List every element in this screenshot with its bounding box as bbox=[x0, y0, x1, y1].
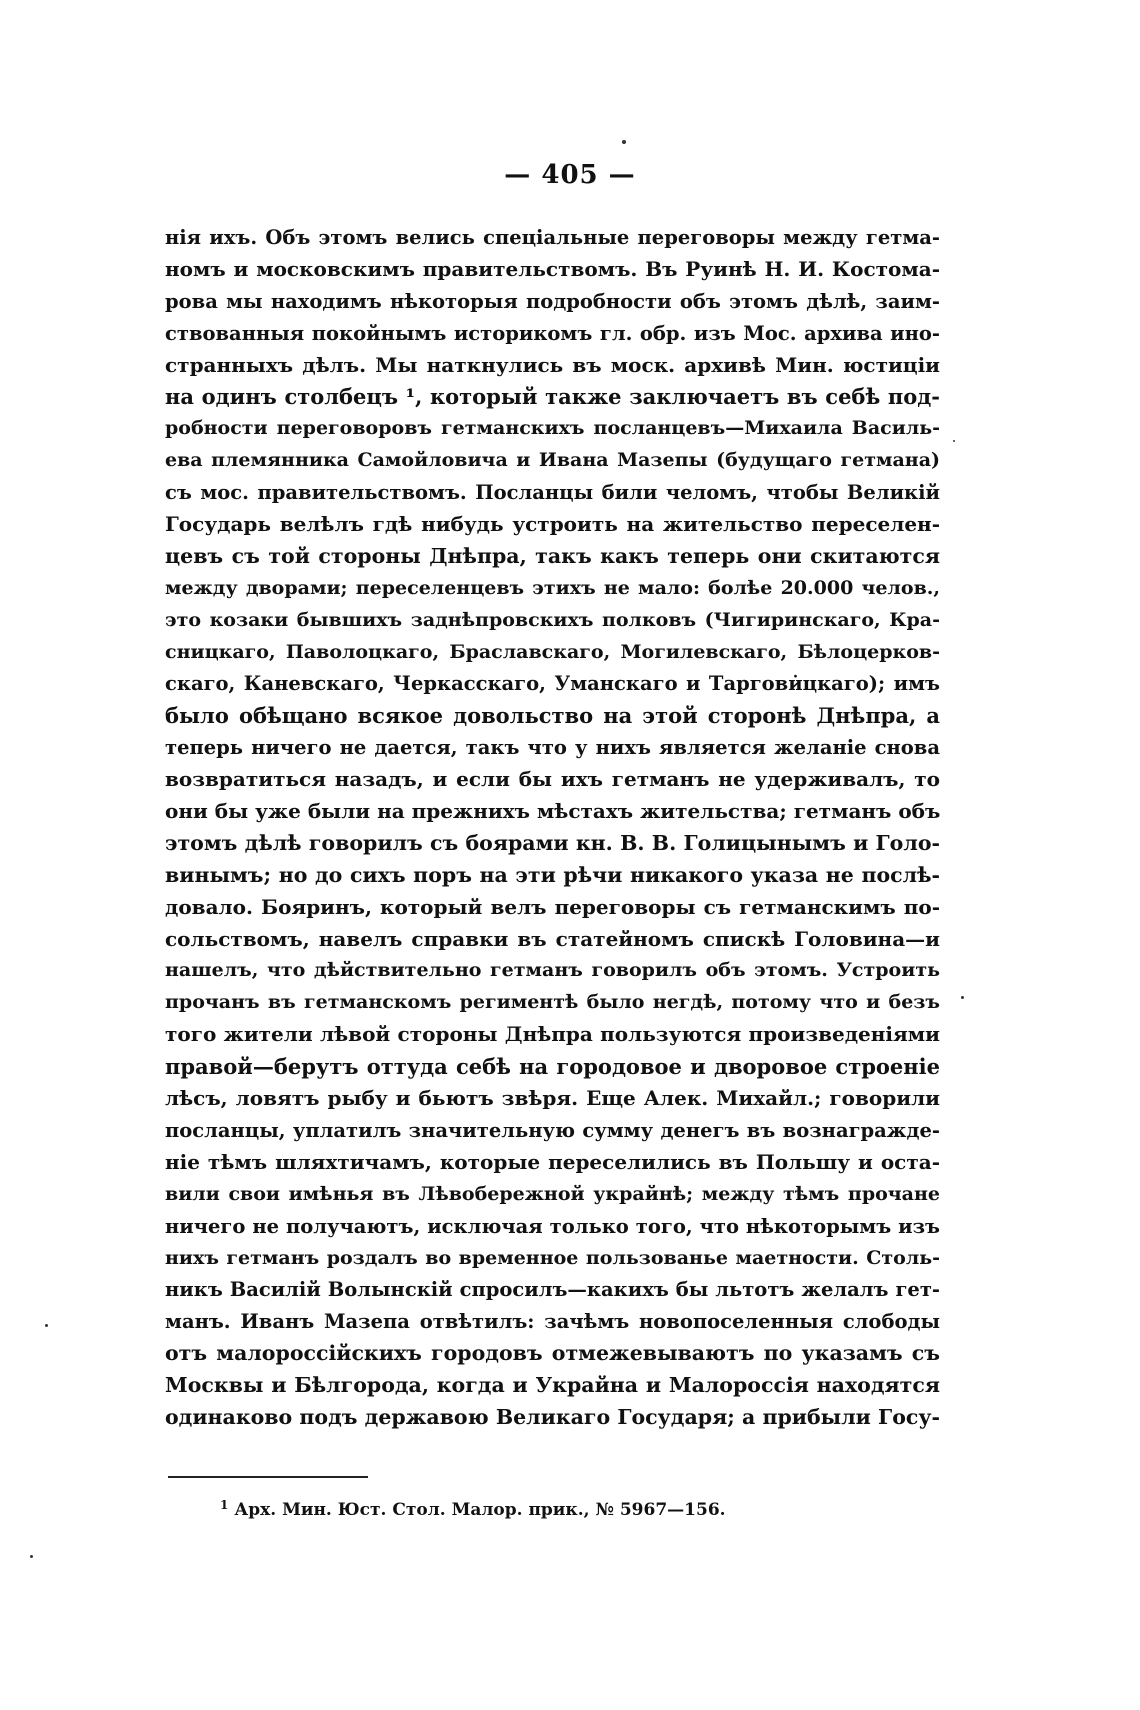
text-line: рова мы находимъ нѣкоторыя подробности объ этомъ дѣлѣ, заим- bbox=[165, 289, 940, 313]
text-line: того жители лѣвой стороны Днѣпра пользуются произведеніями bbox=[165, 1022, 940, 1047]
text-line: правой—берутъ оттуда себѣ на городовое и дворовое строеніе bbox=[165, 1054, 940, 1080]
text-line: сольствомъ, навелъ справки въ статейномъ спискѣ Головина—и bbox=[165, 926, 940, 951]
text-line: прочанъ въ гетманскомъ региментѣ было негдѣ, потому что и безъ bbox=[165, 991, 940, 1014]
text-line: на одинъ столбецъ ¹, который также заключаетъ въ себѣ под- bbox=[165, 384, 940, 410]
text-line: возвратиться назадъ, и если бы ихъ гетманъ не удерживалъ, то bbox=[165, 767, 940, 792]
text-line: робности переговоровъ гетманскихъ посланцевъ—Михаила Василь- bbox=[165, 417, 940, 440]
text-line: довало. Бояринъ, который велъ переговоры съ гетманскимъ по- bbox=[165, 894, 940, 919]
ink-speck bbox=[953, 440, 955, 442]
text-line: номъ и московскимъ правительствомъ. Въ Руинѣ Н. И. Костома- bbox=[165, 256, 940, 281]
text-line: они бы уже были на прежнихъ мѣстахъ жительства; гетманъ объ bbox=[165, 799, 940, 824]
text-line: одинаково подъ державою Великаго Государя; а прибыли Госу- bbox=[165, 1404, 940, 1429]
ink-speck bbox=[961, 996, 964, 999]
text-line: Москвы и Бѣлгорода, когда и Украйна и Малороссія находятся bbox=[165, 1373, 940, 1398]
text-line: нашелъ, что дѣйствительно гетманъ говорилъ объ этомъ. Устроить bbox=[165, 959, 940, 982]
text-line: отъ малороссійскихъ городовъ отмежевываютъ по указамъ съ bbox=[165, 1341, 940, 1366]
text-line: посланцы, уплатилъ значительную сумму денегъ въ вознагражде- bbox=[165, 1118, 940, 1142]
text-line: сницкаго, Паволоцкаго, Браславскаго, Могилевскаго, Бѣлоцерков- bbox=[165, 640, 940, 663]
text-line: вили свои имѣнья въ Лѣвобережной украйнѣ; между тѣмъ прочане bbox=[165, 1182, 940, 1205]
text-line: нія ихъ. Объ этомъ велись спеціальные переговоры между гетма- bbox=[165, 226, 940, 249]
footnote bbox=[220, 1498, 726, 1520]
text-line: странныхъ дѣлъ. Мы наткнулись въ моск. архивѣ Мин. юстиціи bbox=[165, 352, 940, 377]
text-line: теперь ничего не дается, такъ что у нихъ является желаніе снова bbox=[165, 736, 940, 760]
text-line: ничего не получаютъ, исключая только того, что нѣкоторымъ изъ bbox=[165, 1214, 940, 1238]
text-line: цевъ съ той стороны Днѣпра, такъ какъ теперь они скитаются bbox=[165, 543, 940, 568]
ink-speck bbox=[622, 140, 626, 144]
text-line: Государь велѣлъ гдѣ нибудь устроить на жительство переселен- bbox=[165, 512, 940, 537]
ink-speck bbox=[45, 1324, 48, 1327]
footnote-rule bbox=[168, 1476, 368, 1478]
text-line: лѣсъ, ловятъ рыбу и бьютъ звѣря. Еще Алек. Михайл.; говорили bbox=[165, 1086, 940, 1111]
text-line: ніе тѣмъ шляхтичамъ, которые переселились въ Польшу и оста- bbox=[165, 1149, 940, 1174]
page-number: — 405 — bbox=[504, 160, 636, 190]
text-line: съ мос. правительствомъ. Посланцы били челомъ, чтобы Великій bbox=[165, 481, 940, 505]
body-text bbox=[165, 222, 940, 1434]
footnote-marker: 1 bbox=[220, 1498, 229, 1512]
footnote-text: Арх. Мин. Юст. Стол. Малор. прик., № 5967—156. bbox=[234, 1500, 726, 1520]
text-line: манъ. Иванъ Мазепа отвѣтилъ: зачѣмъ новопоселенныя слободы bbox=[165, 1310, 940, 1334]
text-line: это козаки бывшихъ заднѣпровскихъ полковъ (Чигиринскаго, Кра- bbox=[165, 608, 940, 631]
ink-speck bbox=[30, 1555, 33, 1558]
text-line: никъ Василій Волынскій спросилъ—какихъ бы льтотъ желалъ гет- bbox=[165, 1278, 940, 1302]
text-line: между дворами; переселенцевъ этихъ не мало: болѣе 20.000 челов., bbox=[165, 576, 940, 599]
text-line: ствованныя покойнымъ историкомъ гл. обр. изъ Мос. архива ино- bbox=[165, 321, 940, 345]
text-line: ева племянника Самойловича и Ивана Мазепы (будущаго гетмана) bbox=[165, 449, 940, 472]
text-line: было обѣщано всякое довольство на этой сторонѣ Днѣпра, а bbox=[165, 703, 940, 729]
text-line: винымъ; но до сихъ поръ на эти рѣчи никакого указа не послѣ- bbox=[165, 862, 940, 887]
text-line: скаго, Каневскаго, Черкасскаго, Уманскаго и Таргови̇цкаго); имъ bbox=[165, 672, 940, 696]
text-line: нихъ гетманъ роздалъ во временное пользованье маетности. Столь- bbox=[165, 1246, 940, 1269]
text-line: этомъ дѣлѣ говорилъ съ боярами кн. В. В. Голицынымъ и Голо- bbox=[165, 830, 940, 855]
